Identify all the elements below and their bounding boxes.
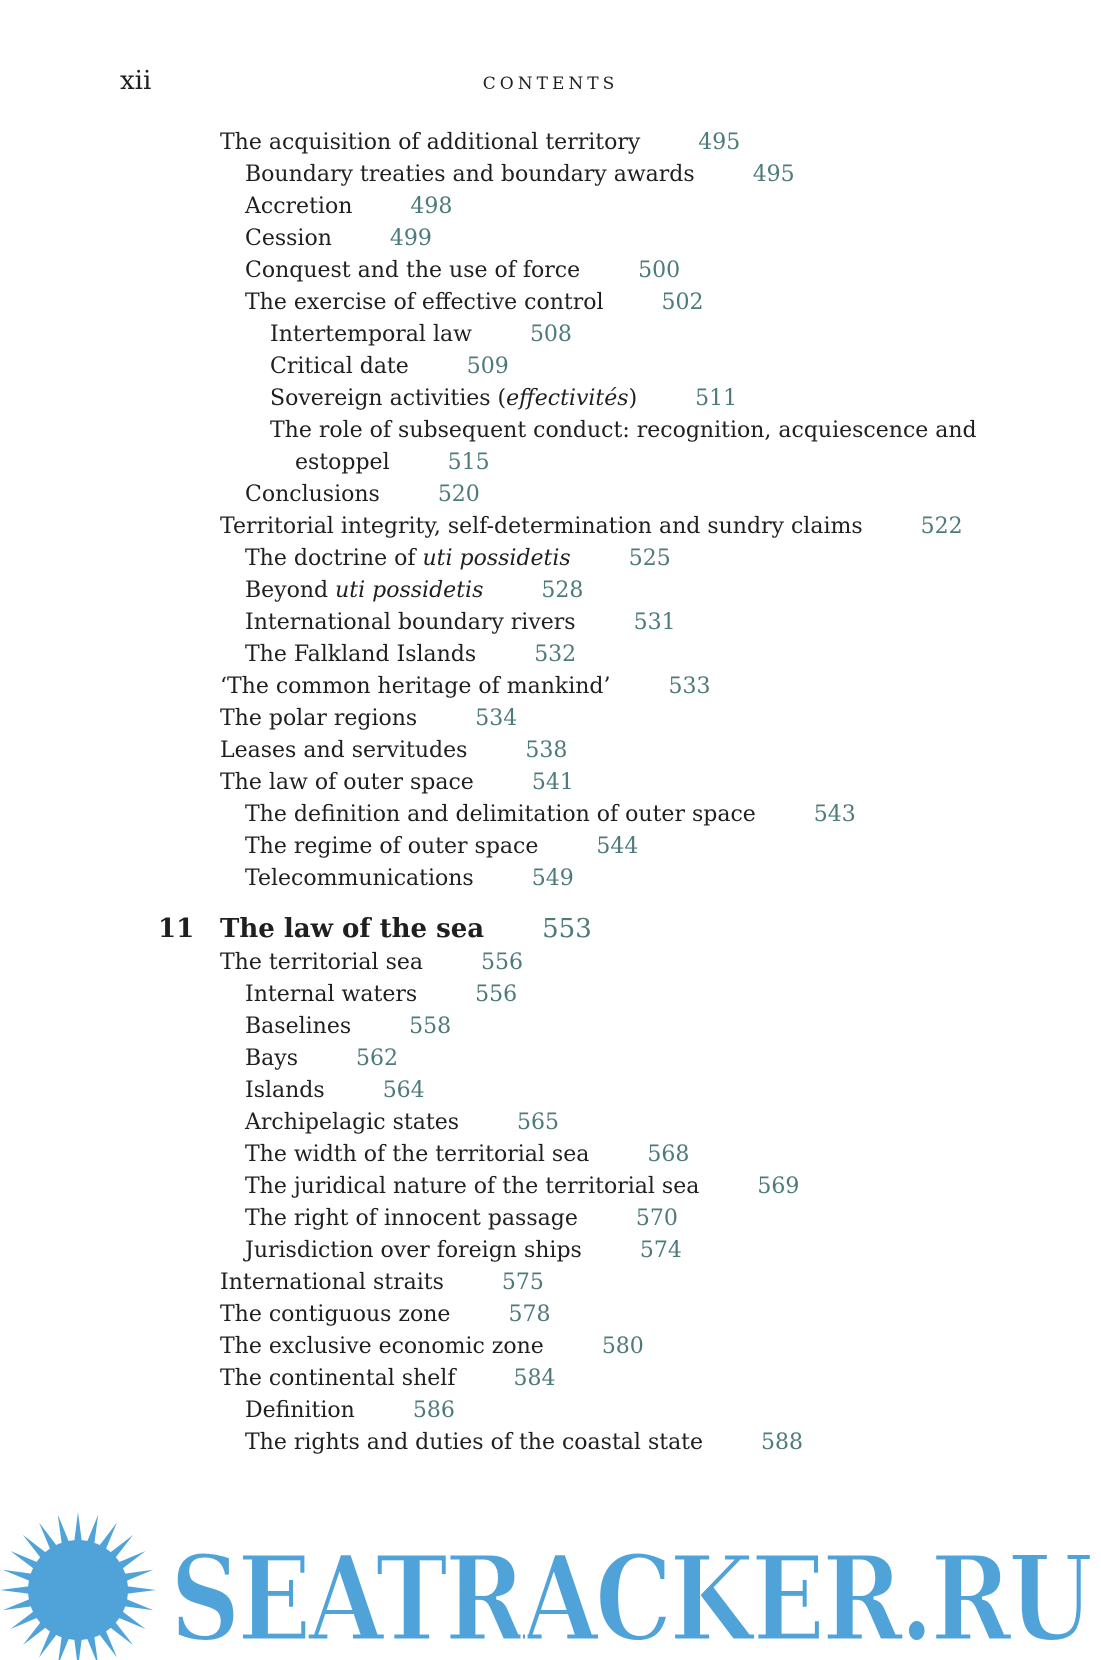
sun-ray bbox=[107, 1619, 133, 1645]
sun-ray bbox=[58, 1633, 70, 1660]
sun-ray bbox=[23, 1619, 49, 1645]
toc-entry: Accretion 498 bbox=[245, 194, 453, 219]
toc-entry: Definition 586 bbox=[245, 1398, 455, 1423]
sun-ray bbox=[116, 1609, 146, 1629]
sun-ray bbox=[97, 1628, 117, 1658]
chapter-page: 553 bbox=[542, 914, 592, 944]
toc-entry: Jurisdiction over foreign ships 574 bbox=[245, 1238, 682, 1263]
chapter-title: The law of the sea bbox=[220, 914, 485, 944]
sun-ray bbox=[121, 1570, 153, 1582]
sun-ray bbox=[97, 1522, 117, 1552]
sun-ray bbox=[74, 1636, 82, 1660]
toc-entry: Boundary treaties and boundary awards 495 bbox=[245, 162, 795, 187]
toc-entry: International straits 575 bbox=[220, 1270, 544, 1295]
sun-ray bbox=[39, 1522, 59, 1552]
toc-entry: Intertemporal law 508 bbox=[270, 322, 572, 347]
toc-entry: Bays 562 bbox=[245, 1046, 399, 1071]
sun-ray bbox=[121, 1598, 153, 1610]
toc-entry: The regime of outer space 544 bbox=[245, 834, 639, 859]
toc-entry: The role of subsequent conduct: recognition, acquiescence and bbox=[270, 418, 977, 443]
sun-ray bbox=[124, 1586, 156, 1594]
toc-entry: Sovereign activities (effectivités) 511 bbox=[270, 386, 738, 411]
toc-entry: Cession 499 bbox=[245, 226, 432, 251]
chapter-heading bbox=[158, 914, 592, 944]
toc-entry: Telecommunications 549 bbox=[245, 866, 574, 891]
toc-entry: Critical date 509 bbox=[270, 354, 509, 379]
sun-ray bbox=[0, 1586, 32, 1594]
sun-ray bbox=[74, 1512, 82, 1544]
sun-ray bbox=[58, 1515, 70, 1547]
toc-entry: Internal waters 556 bbox=[245, 982, 518, 1007]
running-head: CONTENTS bbox=[482, 74, 619, 94]
sun-ray bbox=[39, 1628, 59, 1658]
toc-entry: International boundary rivers 531 bbox=[245, 610, 676, 635]
toc-entry: The rights and duties of the coastal state 588 bbox=[245, 1430, 804, 1455]
chapter-number: 11 bbox=[158, 914, 195, 944]
toc-entry: Islands 564 bbox=[245, 1078, 425, 1103]
toc-entry: The width of the territorial sea 568 bbox=[245, 1142, 690, 1167]
toc-entry: Beyond uti possidetis 528 bbox=[245, 578, 584, 603]
toc-entry: The juridical nature of the territorial sea 569 bbox=[245, 1174, 800, 1199]
page-number: xii bbox=[120, 66, 152, 96]
toc-entry: estoppel 515 bbox=[295, 450, 490, 475]
toc-entry: Territorial integrity, self-determination and sundry claims 522 bbox=[220, 514, 963, 539]
toc-entry: The contiguous zone 578 bbox=[220, 1302, 551, 1327]
toc-entry: The acquisition of additional territory 495 bbox=[220, 130, 741, 155]
sun-logo-icon bbox=[0, 1512, 156, 1660]
sun-ray bbox=[116, 1551, 146, 1571]
toc-entry: Conclusions 520 bbox=[245, 482, 480, 507]
sun-ray bbox=[86, 1633, 98, 1660]
toc-entry: The law of outer space 541 bbox=[220, 770, 574, 795]
toc-entry: ‘The common heritage of mankind’ 533 bbox=[220, 674, 711, 699]
toc-entry: The definition and delimitation of outer space 543 bbox=[245, 802, 856, 827]
toc-entry: The territorial sea 556 bbox=[220, 950, 523, 975]
toc-entry: The exclusive economic zone 580 bbox=[220, 1334, 644, 1359]
toc-entry: Archipelagic states 565 bbox=[245, 1110, 560, 1135]
watermark bbox=[0, 1500, 1101, 1660]
toc-entry: Leases and servitudes 538 bbox=[220, 738, 568, 763]
toc-entry: The continental shelf 584 bbox=[220, 1366, 556, 1391]
sun-ray bbox=[10, 1551, 40, 1571]
sun-ray bbox=[3, 1570, 35, 1582]
sun-ray bbox=[23, 1535, 49, 1561]
toc-entry: The Falkland Islands 532 bbox=[245, 642, 577, 667]
sun-ray bbox=[10, 1609, 40, 1629]
sun-ray bbox=[3, 1598, 35, 1610]
toc-entry: Baselines 558 bbox=[245, 1014, 452, 1039]
toc-entry: Conquest and the use of force 500 bbox=[245, 258, 681, 283]
toc-entry: The exercise of effective control 502 bbox=[245, 290, 704, 315]
toc-entry: The polar regions 534 bbox=[220, 706, 518, 731]
sun-ray bbox=[86, 1515, 98, 1547]
sun-ray bbox=[107, 1535, 133, 1561]
toc-entry: The right of innocent passage 570 bbox=[245, 1206, 678, 1231]
watermark-text: SEATRACKER.RU bbox=[170, 1529, 1092, 1660]
toc-entry: The doctrine of uti possidetis 525 bbox=[245, 546, 671, 571]
